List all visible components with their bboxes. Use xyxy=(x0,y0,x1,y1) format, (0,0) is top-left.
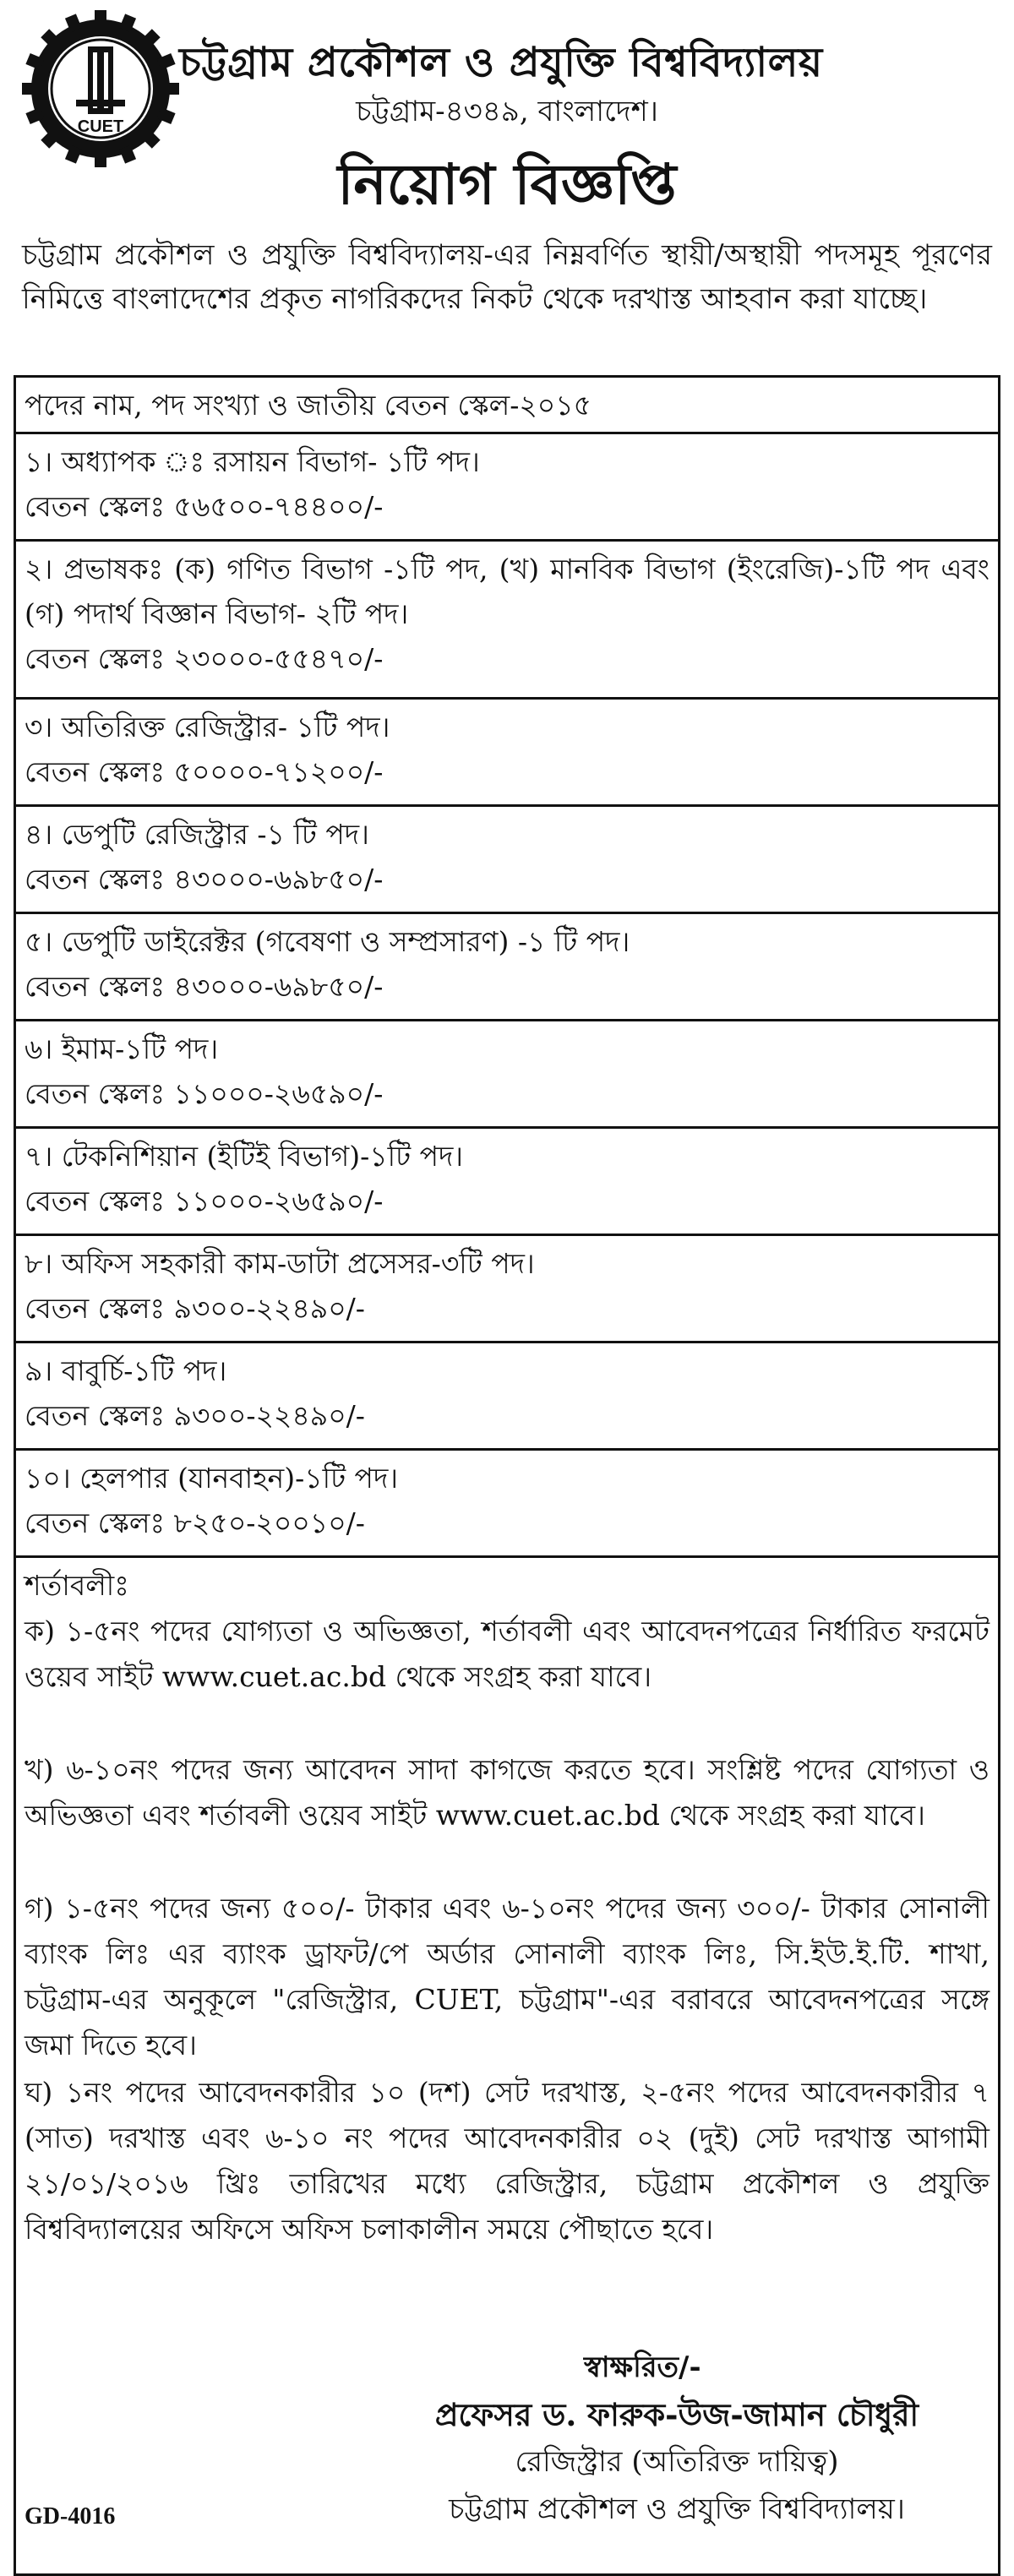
post-row-10 xyxy=(16,1451,998,1558)
post-row-6 xyxy=(16,1021,998,1129)
post-title: ১। অধ্যাপক ঃ রসায়ন বিভাগ- ১টি পদ। xyxy=(25,445,480,478)
post-row-1 xyxy=(16,434,998,542)
post-scale: বেতন স্কেলঃ ৫৬৫০০-৭৪৪০০/- xyxy=(25,490,384,523)
post-title: ৪। ডেপুটি রেজিস্ট্রার -১ টি পদ। xyxy=(25,818,369,851)
notice-header xyxy=(14,8,1000,228)
post-scale: বেতন স্কেলঃ ২৩০০০-৫৫৪৭০/- xyxy=(25,642,384,675)
post-title: ৫। ডেপুটি ডাইরেক্টর (গবেষণা ও সম্প্রসারণ) -১ টি পদ। xyxy=(25,925,630,958)
post-title: ৯। বাবুর্চি-১টি পদ। xyxy=(25,1354,227,1387)
post-scale: বেতন স্কেলঃ ১১০০০-২৬৫৯০/- xyxy=(25,1185,384,1217)
intro-paragraph: চট্টগ্রাম প্রকৌশল ও প্রযুক্তি বিশ্ববিদ্যালয়-এর নিম্নবর্ণিত স্থায়ী/অস্থায়ী পদসমূহ পূরণের নিমিত্তে বাংলাদেশের প্রকৃত নাগরিকদের নিকট থেকে দরখাস্ত আহবান করা যাচ্ছে। xyxy=(22,238,992,316)
post-scale: বেতন স্কেলঃ ৮২৫০-২০০১০/- xyxy=(25,1506,365,1539)
post-row-8 xyxy=(16,1236,998,1343)
notice-title: নিয়োগ বিজ্ঞপ্তি xyxy=(337,151,677,217)
table-heading: পদের নাম, পদ সংখ্যা ও জাতীয় বেতন স্কেল-২০১৫ xyxy=(25,389,592,422)
post-scale: বেতন স্কেলঃ ১১০০০-২৬৫৯০/- xyxy=(25,1077,384,1110)
term-item-gha: ঘ) ১নং পদের আবেদনকারীর ১০ (দশ) সেট দরখাস্ত, ২-৫নং পদের আবেদনকারীর ৭ (সাত) দরখাস্ত এবং ৬-১০ নং পদের আবেদনকারীর ০২ (দুই) সেট দরখাস্ত আগামী ২১/০১/২০১৬ খ্রিঃ তারিখের মধ্যে রেজিস্ট্রার, চট্টগ্রাম প্রকৌশল ও প্রযুক্তি বিশ্ববিদ্যালয়ের অফিসে অফিস চলাকালীন সময়ে পৌছাতে হবে। xyxy=(25,2076,989,2246)
signatory-designation: রেজিস্ট্রার (অতিরিক্ত দায়িত্ব) xyxy=(515,2445,839,2479)
signatory-institution: চট্টগ্রাম প্রকৌশল ও প্রযুক্তি বিশ্ববিদ্যালয়। xyxy=(449,2492,905,2526)
logo-text: CUET xyxy=(77,117,124,136)
post-row-9 xyxy=(16,1343,998,1451)
post-title: ১০। হেলপার (যানবাহন)-১টি পদ। xyxy=(25,1462,399,1495)
post-scale: বেতন স্কেলঃ ৫০০০০-৭১২০০/- xyxy=(25,755,384,788)
table-heading-row xyxy=(16,378,998,434)
term-item-ga: গ) ১-৫নং পদের জন্য ৫০০/- টাকার এবং ৬-১০নং পদের জন্য ৩০০/- টাকার সোনালী ব্যাংক লিঃ এর ব্যাংক ড্রাফট/পে অর্ডার সোনালী ব্যাংক লিঃ, সি.ইউ.ই.টি. শাখা, চট্টগ্রাম-এর অনুকূলে "রেজিস্ট্রার, CUET, চট্টগ্রাম"-এর বরাবরে আবেদনপত্রের সঙ্গে জমা দিতে হবে। xyxy=(25,1892,989,2061)
posts-table xyxy=(14,375,1000,1558)
post-title: ৩। অতিরিক্ত রেজিস্ট্রার- ১টি পদ। xyxy=(25,711,390,743)
signature-block xyxy=(381,2344,973,2533)
term-item-kha: খ) ৬-১০নং পদের জন্য আবেদন সাদা কাগজে করতে হবে। সংশ্লিষ্ট পদের যোগ্যতা ও অভিজ্ঞতা এবং শর্তাবলী ওয়েব সাইট www.cuet.ac.bd থেকে সংগ্রহ করা যাবে। xyxy=(25,1753,989,1832)
university-name: চট্টগ্রাম প্রকৌশল ও প্রযুক্তি বিশ্ববিদ্যালয় xyxy=(179,39,823,86)
terms-title: শর্তাবলীঃ xyxy=(25,1569,129,1602)
terms-section xyxy=(14,1558,1000,2576)
signatory-name: প্রফেসর ড. ফারুক-উজ-জামান চৌধুরী xyxy=(434,2396,919,2433)
post-scale: বেতন স্কেলঃ ৪৩০০০-৬৯৮৫০/- xyxy=(25,970,384,1003)
signed-label: স্বাক্ষরিত/- xyxy=(584,2350,701,2384)
post-row-3 xyxy=(16,700,998,807)
post-title: ৭। টেকনিশিয়ান (ইটিই বিভাগ)-১টি পদ। xyxy=(25,1140,464,1173)
gd-code: GD-4016 xyxy=(25,2503,116,2530)
post-title: ৮। অফিস সহকারী কাম-ডাটা প্রসেসর-৩টি পদ। xyxy=(25,1247,535,1280)
term-item-ka: ক) ১-৫নং পদের যোগ্যতা ও অভিজ্ঞতা, শর্তাবলী এবং আবেদনপত্রের নির্ধারিত ফরমেট ওয়েব সাইট www.cuet.ac.bd থেকে সংগ্রহ করা যাবে। xyxy=(25,1615,989,1693)
post-title: ৬। ইমাম-১টি পদ। xyxy=(25,1032,219,1065)
post-scale: বেতন স্কেলঃ ৯৩০০-২২৪৯০/- xyxy=(25,1399,365,1432)
post-title: ২। প্রভাষকঃ (ক) গণিত বিভাগ -১টি পদ, (খ) মানবিক বিভাগ (ইংরেজি)-১টি পদ এবং (গ) পদার্থ বিজ্ঞান বিভাগ- ২টি পদ। xyxy=(25,553,989,630)
post-row-5 xyxy=(16,914,998,1021)
notice-page xyxy=(14,8,1000,2576)
post-row-2 xyxy=(16,542,998,700)
post-row-7 xyxy=(16,1129,998,1236)
post-scale: বেতন স্কেলঃ ৪৩০০০-৬৯৮৫০/- xyxy=(25,863,384,896)
university-address: চট্টগ্রাম-৪৩৪৯, বাংলাদেশ। xyxy=(356,95,658,128)
post-row-4 xyxy=(16,807,998,914)
post-scale: বেতন স্কেলঃ ৯৩০০-২২৪৯০/- xyxy=(25,1292,365,1325)
